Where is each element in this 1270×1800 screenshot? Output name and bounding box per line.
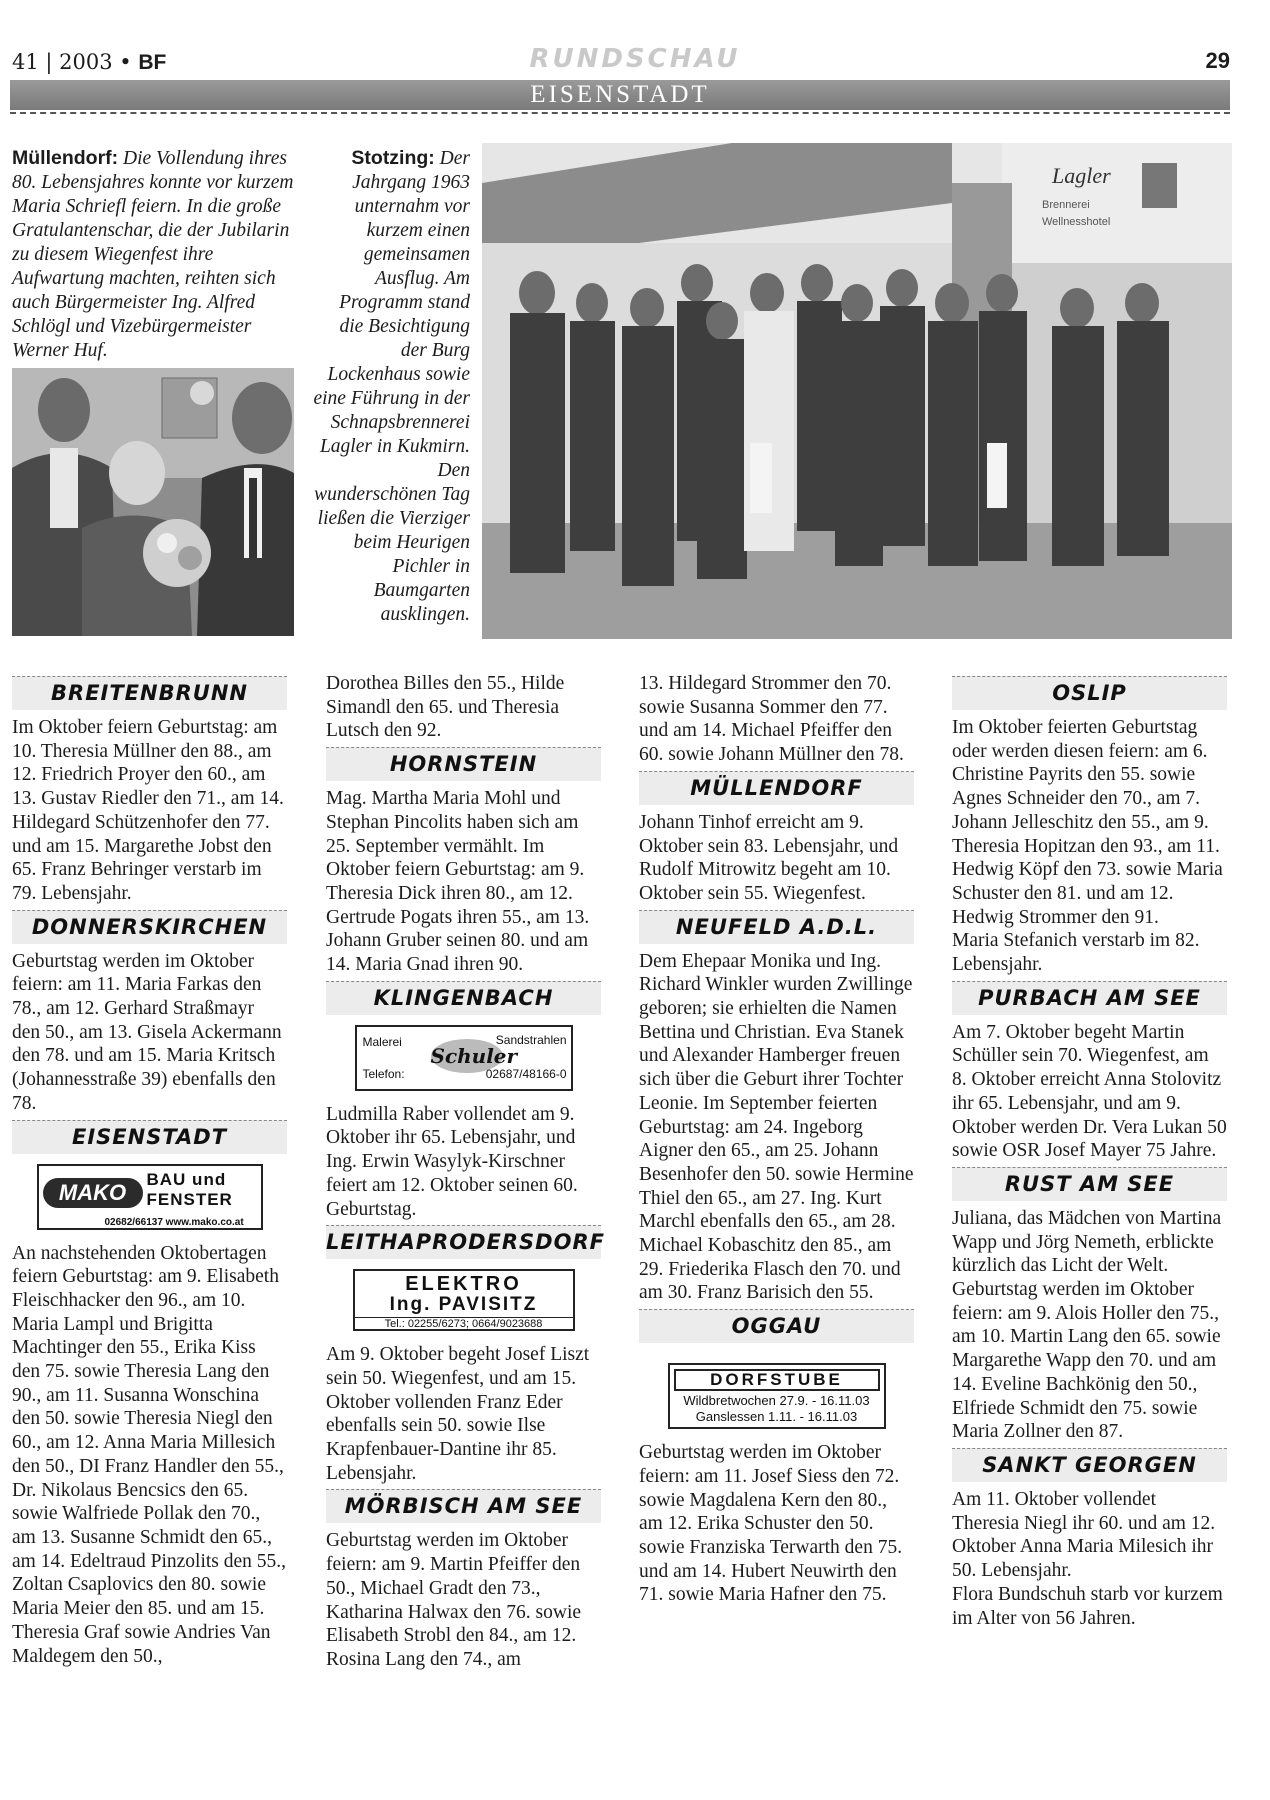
column-2 — [326, 672, 605, 1672]
ad-line: FENSTER — [146, 1189, 233, 1209]
ad-text: Sandstrahlen — [495, 1032, 567, 1047]
photo-birthday-celebration — [12, 368, 294, 636]
ad-contact: 02682/66137 www.mako.co.at — [104, 1216, 244, 1228]
heading-oslip: OSLIP — [952, 676, 1227, 710]
article-sankt-georgen-obituary: Flora Bundschuh starb vor kurzem im Alter von 56 Jahren. — [952, 1583, 1223, 1629]
masthead: RUNDSCHAU — [529, 44, 741, 74]
ad-phone: 02687/48166-0 — [485, 1067, 567, 1082]
article-oslip-obituary: Maria Stefanich verstarb im 82. Lebensjahr. — [952, 930, 1200, 976]
article-muellendorf: Johann Tinhof erreicht am 9. Oktober sein 83. Lebensjahr, und Rudolf Mitrowitz begeht am 10. Oktober sein 55. Wiegenfest. — [639, 811, 899, 904]
photo-group-excursion — [482, 143, 1232, 639]
article-eisenstadt-continued: Dorothea Billes den 55., Hilde Simandl den 65. und Theresia Lutsch den 92. — [326, 673, 565, 742]
heading-leithaprodersdorf: LEITHAPRODERSDORF — [326, 1225, 601, 1259]
page-number: 29 — [1205, 48, 1230, 73]
article-oslip: Im Oktober feierten Geburtstag oder werden diesen feiern: am 6. Christine Payrits den 55. sowie Agnes Schneider den 70., am 7. Johann Jelleschitz den 55., am 9. Theresia Hopitzan den 93., am 11. Hedwig Köpf den 73. sowie Maria Schuster den 81. und am 12. Hedwig Strommer den 91. — [952, 717, 1223, 928]
brennerei-sign: Brennerei — [1042, 199, 1090, 211]
section-title: EISENSTADT — [530, 81, 710, 108]
heading-purbach: PURBACH AM SEE — [952, 981, 1227, 1015]
heading-donnerskirchen: DONNERSKIRCHEN — [12, 910, 287, 944]
caption-place: Stotzing: — [351, 147, 435, 169]
wellness-sign: Wellnesshotel — [1042, 216, 1111, 228]
ad-line: BAU und — [146, 1169, 227, 1189]
ad-contact: Tel.: 02255/6273; 0664/9023688 — [355, 1317, 573, 1331]
column-3 — [639, 672, 914, 1607]
caption-text: Die Vollendung ihres 80. Lebensjahres konnte vor kurzem Maria Schriefl feiern. In die große Gratulantenschar, die der Jubilarin zu diesem Wiegenfest ihre Aufwartung machten, reihten sich auch Bürgermeister Ing. Alfred Schlögl und Vizebürgermeister Werner Huf. — [12, 148, 294, 361]
heading-klingenbach: KLINGENBACH — [326, 981, 601, 1015]
ad-line: DORFSTUBE — [674, 1369, 880, 1391]
issue-info — [12, 50, 166, 75]
caption-text: Der Jahrgang 1963 unternahm vor kurzem einen gemeinsamen Ausflug. Am Programm stand die Besichtigung der Burg Lockenhaus sowie eine Führung in der Schnapsbrennerei Lagler in Kukmirn. Den wunderschönen Tag ließen die Vierziger beim Heurigen Pichler in Baumgarten ausklingen. — [313, 148, 470, 625]
caption-muellendorf — [12, 146, 297, 363]
article-breitenbrunn: Im Oktober feiern Geburtstag: am 10. Theresia Müllner den 88., am 12. Friedrich Proyer den 60., am 13. Gustav Riedler den 71., am 14. Hildegard Schützenhofer den 77. und am 15. Margarethe Jobst den 65. Franz Behringer verstarb im 79. Lebensjahr. — [12, 717, 284, 904]
heading-muellendorf: MÜLLENDORF — [639, 771, 914, 805]
lagler-sign: Lagler — [1052, 163, 1111, 188]
heading-eisenstadt: EISENSTADT — [12, 1120, 287, 1154]
section-bar — [10, 80, 1230, 110]
article-moerbisch-continued: 13. Hildegard Strommer den 70. sowie Susanna Sommer den 77. und am 14. Michael Pfeiffer den 60. sowie Johann Müllner den 78. — [639, 673, 904, 766]
article-neufeld: Dem Ehepaar Monika und Ing. Richard Winkler wurden Zwillinge geboren; sie erhielten die Namen Bettina und Christian. Eva Stanek und Alexander Hamberger freuen sich über die Geburt ihrer Tochter Leonie. Im September feierten Geburtstag: am 24. Ingeborg Aigner den 65., am 25. Johann Besenhofer den 50. sowie Hermine Thiel den 65., am 27. Ing. Kurt Marchl ebenfalls den 65., am 28. Michael Kobaschitz den 85., am 29. Friederika Flasch den 70. und am 30. Franz Barisich den 55. — [639, 950, 914, 1304]
article-moerbisch: Geburtstag werden im Oktober feiern: am 9. Martin Pfeiffer den 50., Michael Gradt den 73., Katharina Halwax den 76. sowie Elisabeth Strobl den 84., am 12. Rosina Lang den 74., am — [326, 1530, 582, 1670]
ad-dorfstube — [668, 1363, 886, 1429]
article-purbach: Am 7. Oktober begeht Martin Schüller sein 70. Wiegenfest, am 8. Oktober erreicht Anna Stolovitz ihr 65. Lebensjahr, und am 9. Oktober werden Dr. Vera Lukan 50 sowie OSR Josef Mayer 75 Jahre. — [952, 1021, 1227, 1162]
caption-place: Müllendorf: — [12, 147, 119, 169]
ad-schuler — [355, 1025, 573, 1091]
ad-line: Ganslessen 1.11. - 16.11.03 — [695, 1409, 858, 1425]
article-donnerskirchen: Geburtstag werden im Oktober feiern: am 11. Maria Farkas den 78., am 12. Gerhard Straßmayr den 50., am 13. Gisela Ackermann den 78. und am 15. Maria Kritsch (Johannesstraße 39) ebenfalls den 78. — [12, 950, 282, 1114]
heading-neufeld: NEUFELD A.D.L. — [639, 910, 914, 944]
heading-rust: RUST AM SEE — [952, 1167, 1227, 1201]
article-hornstein: Mag. Martha Maria Mohl und Stephan Pincolits haben sich am 25. September vermählt. Im Oktober feiern Geburtstag: am 9. Theresia Dick ihren 80., am 12. Gertrude Pogats ihren 55., am 13. Johann Gruber seinen 80. und am 14. Maria Gnad ihren 90. — [326, 788, 590, 976]
article-leithaprodersdorf: Am 9. Oktober begeht Josef Liszt sein 50. Wiegenfest, und am 15. Oktober vollenden Franz Eder ebenfalls sein 50. sowie Ilse Krapfenbauer-Dantine ihr 85. Lebensjahr. — [326, 1344, 590, 1484]
article-rust: Juliana, das Mädchen von Martina Wapp und Jörg Nemeth, erblickte kürzlich das Licht der Welt. — [952, 1207, 1222, 1277]
heading-sankt-georgen: SANKT GEORGEN — [952, 1448, 1227, 1482]
header-divider — [10, 112, 1230, 114]
schuler-logo: Schuler — [431, 1039, 503, 1073]
ad-line: Ing. PAVISITZ — [389, 1294, 538, 1316]
bullet: • — [119, 50, 132, 74]
heading-moerbisch: MÖRBISCH AM SEE — [326, 1489, 601, 1523]
heading-hornstein: HORNSTEIN — [326, 747, 601, 781]
column-4 — [952, 672, 1227, 1630]
ad-line: Wildbretwochen 27.9. - 16.11.03 — [683, 1393, 870, 1409]
column-1 — [12, 672, 287, 1668]
article-eisenstadt: An nachstehenden Oktobertagen feiern Geburtstag: am 9. Elisabeth Fleischhacker den 96., am 10. Maria Lampl und Brigitta Machtinger den 55., Erika Kiss den 75. sowie Theresia Lang den 90., am 11. Susanna Wonschina den 50. sowie Theresia Niegl den 60., am 12. Anna Maria Millesich den 50., DI Franz Handler den 55., Dr. Nikolaus Bencsics den 65. sowie Walfriede Pollak den 70., am 13. Susanne Schmidt den 65., am 14. Edeltraud Pinzolits den 55., Zoltan Csaplovics den 80. sowie Maria Meier den 85. und am 15. Theresia Graf sowie Andries Van Maldegem den 50., — [12, 1242, 287, 1667]
article-oggau: Geburtstag werden im Oktober feiern: am 11. Josef Siess den 72. sowie Magdalena Kern den 80., am 12. Erika Schuster den 50. sowie Franziska Terwarth den 75. und am 14. Hubert Neuwirth den 71. sowie Maria Hafner den 75. — [639, 1442, 903, 1606]
heading-oggau: OGGAU — [639, 1309, 914, 1343]
article-klingenbach: Ludmilla Raber vollendet am 9. Oktober ihr 65. Lebensjahr, und Ing. Erwin Wasylyk-Kirschner feiert am 12. Oktober seinen 60. Geburtstag. — [326, 1103, 578, 1220]
ad-mako — [37, 1164, 263, 1230]
issue-number: 41 | 2003 — [12, 50, 113, 74]
article-sankt-georgen: Am 11. Oktober vollendet Theresia Niegl ihr 60. und am 12. Oktober Anna Maria Milesich ihr 50. Lebensjahr. — [952, 1488, 1216, 1582]
caption-stotzing — [312, 146, 470, 627]
photo-illustration — [482, 143, 1232, 639]
ad-text: Telefon: — [362, 1067, 405, 1082]
ad-line: ELEKTRO — [405, 1273, 522, 1296]
ad-text: Malerei — [362, 1034, 402, 1049]
article-rust-birthdays: Geburtstag werden im Oktober feiern: am 9. Alois Holler den 75., am 10. Martin Lang den 65. sowie Margarethe Wapp den 70. und am 14. Eveline Bachkönig den 50., Elfriede Schmidt den 75. sowie Maria Zollner den 87. — [952, 1279, 1221, 1443]
ad-elektro-pavisitz — [353, 1269, 575, 1331]
mako-logo: MAKO — [43, 1178, 143, 1208]
photo-illustration — [12, 368, 294, 636]
heading-breitenbrunn: BREITENBRUNN — [12, 676, 287, 710]
publication-name: BF — [138, 51, 167, 74]
